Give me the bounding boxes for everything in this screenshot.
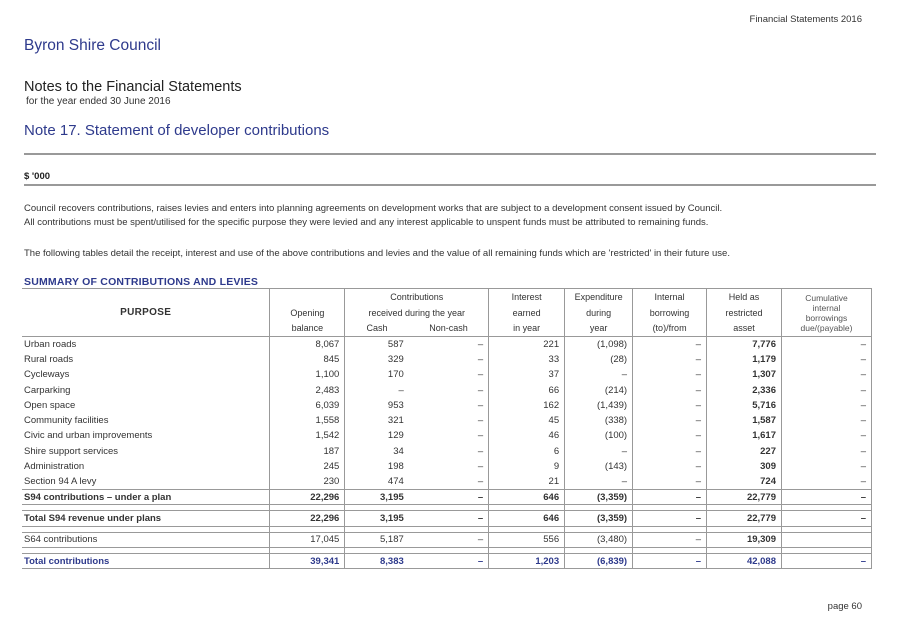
cell-cumulative: – (782, 428, 872, 443)
cell-interest: 221 (489, 337, 565, 352)
notes-subtitle: for the year ended 30 June 2016 (26, 96, 171, 107)
cell-held: 1,587 (707, 413, 782, 428)
cell-internal: – (633, 352, 707, 367)
cell-purpose: Total S94 revenue under plans (22, 511, 270, 526)
cell-purpose: Open space (24, 399, 76, 411)
cell-internal: – (633, 553, 707, 568)
cell-cumulative: – (782, 459, 872, 474)
cell-opening: 1,100 (270, 367, 345, 382)
s64-row (22, 532, 872, 547)
cell-interest: 66 (489, 382, 565, 397)
cell-purpose: S94 contributions – under a plan (22, 489, 270, 504)
cell-cumulative: – (782, 511, 872, 526)
cell-interest: 9 (489, 459, 565, 474)
total-s94-row (22, 511, 872, 526)
cell-cash: – (345, 382, 409, 397)
cell-cash: 321 (345, 413, 409, 428)
cell-internal: – (633, 489, 707, 504)
cell-expenditure: – (565, 367, 633, 382)
cell-cash: 170 (345, 367, 409, 382)
table-row (22, 382, 872, 397)
cell-interest: 21 (489, 474, 565, 489)
cumulative-header: Cumulative internal borrowings due/(payable) (782, 289, 872, 337)
cell-internal: – (633, 474, 707, 489)
cell-held: 2,336 (707, 382, 782, 397)
cell-expenditure: (28) (565, 352, 633, 367)
expenditure-header-1: Expenditure (565, 289, 633, 305)
cell-expenditure: (3,359) (565, 511, 633, 526)
running-header: Financial Statements 2016 (749, 14, 862, 25)
cell-opening: 245 (270, 459, 345, 474)
table-row (22, 367, 872, 382)
cell-opening: 1,542 (270, 428, 345, 443)
expenditure-header-2: during (565, 305, 633, 321)
table-row (22, 428, 872, 443)
table-row (22, 444, 872, 459)
cell-purpose: Urban roads (24, 338, 77, 350)
cell-held: 5,716 (707, 398, 782, 413)
cell-interest: 556 (489, 532, 565, 547)
cell-interest: 646 (489, 511, 565, 526)
cell-noncash: – (477, 430, 484, 442)
cell-expenditure: (6,839) (565, 553, 633, 568)
cell-expenditure: (143) (565, 459, 633, 474)
cell-interest: 6 (489, 444, 565, 459)
cash-header: Cash (345, 321, 409, 337)
cell-cash: 329 (345, 352, 409, 367)
opening-header-2: balance (270, 321, 345, 337)
purpose-header: PURPOSE (22, 289, 270, 337)
cell-noncash: – (477, 369, 484, 381)
cell-held: 724 (707, 474, 782, 489)
cell-purpose: Civic and urban improvements (24, 430, 153, 442)
cell-opening: 845 (270, 352, 345, 367)
table-row (22, 398, 872, 413)
cell-interest: 1,203 (489, 553, 565, 568)
cell-purpose: Cycleways (24, 369, 70, 381)
cell-cash: 587 (345, 337, 409, 352)
cell-noncash: – (477, 384, 484, 396)
internal-header-3: (to)/from (633, 321, 707, 337)
cell-noncash: – (409, 553, 489, 568)
divider (24, 153, 876, 155)
council-name: Byron Shire Council (24, 37, 161, 54)
cell-held: 7,776 (707, 337, 782, 352)
cell-opening: 22,296 (270, 489, 345, 504)
cell-cash: 34 (345, 444, 409, 459)
cell-cumulative: – (782, 489, 872, 504)
cell-cumulative: – (782, 382, 872, 397)
cell-noncash: – (477, 461, 484, 473)
cell-purpose: Administration (24, 461, 85, 473)
expenditure-header-3: year (565, 321, 633, 337)
interest-header-3: in year (489, 321, 565, 337)
cell-held: 22,779 (707, 511, 782, 526)
cell-interest: 646 (489, 489, 565, 504)
cell-held: 227 (707, 444, 782, 459)
cell-opening: 22,296 (270, 511, 345, 526)
cell-purpose: Rural roads (24, 353, 74, 365)
cell-cumulative (782, 532, 872, 547)
cell-expenditure: (3,359) (565, 489, 633, 504)
table-row (22, 352, 872, 367)
cell-internal: – (633, 382, 707, 397)
cell-noncash: – (477, 399, 484, 411)
noncash-header: Non-cash (409, 321, 489, 337)
cell-cumulative: – (782, 337, 872, 352)
cell-expenditure: (100) (565, 428, 633, 443)
paragraph-2: All contributions must be spent/utilised for the specific purpose they were levied and any interest applicable to unspent funds must be attributed to remaining funds. (24, 217, 709, 228)
cell-held: 1,307 (707, 367, 782, 382)
interest-header-2: earned (489, 305, 565, 321)
cell-internal: – (633, 337, 707, 352)
cell-cash: 474 (345, 474, 409, 489)
interest-header-1: Interest (489, 289, 565, 305)
cell-interest: 37 (489, 367, 565, 382)
cell-internal: – (633, 459, 707, 474)
cell-purpose: Total contributions (22, 553, 270, 568)
held-header-1: Held as (707, 289, 782, 305)
cell-opening: 2,483 (270, 382, 345, 397)
divider (24, 184, 876, 186)
cell-cash: 5,187 (345, 532, 409, 547)
cell-expenditure: – (565, 444, 633, 459)
cell-opening: 39,341 (270, 553, 345, 568)
subtotal-row (22, 489, 872, 504)
contributions-header-2: received during the year (345, 305, 489, 321)
cell-cash: 198 (345, 459, 409, 474)
opening-header-1: Opening (270, 305, 345, 321)
cell-noncash: – (409, 532, 489, 547)
cell-cash: 129 (345, 428, 409, 443)
cell-interest: 162 (489, 398, 565, 413)
internal-header-1: Internal (633, 289, 707, 305)
cell-interest: 33 (489, 352, 565, 367)
cell-held: 19,309 (707, 532, 782, 547)
contributions-header-1: Contributions (345, 289, 489, 305)
cell-expenditure: (1,439) (565, 398, 633, 413)
table-row (22, 337, 872, 352)
table-row (22, 413, 872, 428)
cell-noncash: – (409, 489, 489, 504)
cell-noncash: – (477, 476, 484, 488)
cell-expenditure: (1,098) (565, 337, 633, 352)
cell-noncash: – (477, 338, 484, 350)
cell-noncash: – (477, 445, 484, 457)
cell-cash: 3,195 (345, 511, 409, 526)
table-row (22, 474, 872, 489)
cell-held: 1,179 (707, 352, 782, 367)
paragraph-1: Council recovers contributions, raises levies and enters into planning agreements on development works that are subject to a development consent issued by Council. (24, 203, 723, 214)
cell-interest: 46 (489, 428, 565, 443)
cell-noncash: – (477, 353, 484, 365)
cell-cumulative: – (782, 398, 872, 413)
cell-internal: – (633, 367, 707, 382)
cell-expenditure: (214) (565, 382, 633, 397)
cell-purpose: S64 contributions (22, 532, 270, 547)
cell-expenditure: (338) (565, 413, 633, 428)
cell-interest: 45 (489, 413, 565, 428)
summary-heading: SUMMARY OF CONTRIBUTIONS AND LEVIES (24, 276, 259, 288)
cell-purpose: Carparking (24, 384, 71, 396)
cell-held: 22,779 (707, 489, 782, 504)
internal-header-2: borrowing (633, 305, 707, 321)
cell-noncash: – (409, 511, 489, 526)
cell-expenditure: – (565, 474, 633, 489)
cell-internal: – (633, 428, 707, 443)
cell-internal: – (633, 398, 707, 413)
cell-cumulative: – (782, 352, 872, 367)
cell-internal: – (633, 511, 707, 526)
cell-cash: 3,195 (345, 489, 409, 504)
cell-expenditure: (3,480) (565, 532, 633, 547)
cell-opening: 230 (270, 474, 345, 489)
cell-noncash: – (477, 415, 484, 427)
cell-purpose: Shire support services (24, 445, 118, 457)
cell-cumulative: – (782, 444, 872, 459)
cell-opening: 8,067 (270, 337, 345, 352)
cell-internal: – (633, 413, 707, 428)
cell-cash: 953 (345, 398, 409, 413)
contributions-table (22, 288, 872, 569)
paragraph-3: The following tables detail the receipt, interest and use of the above contributions and levies and the value of all remaining funds which are 'restricted' in their future use. (24, 248, 730, 259)
cell-opening: 6,039 (270, 398, 345, 413)
cell-held: 42,088 (707, 553, 782, 568)
cell-opening: 1,558 (270, 413, 345, 428)
unit-label: $ '000 (24, 171, 51, 182)
cell-purpose: Section 94 A levy (24, 476, 97, 488)
cell-cumulative: – (782, 367, 872, 382)
cell-internal: – (633, 532, 707, 547)
cell-held: 309 (707, 459, 782, 474)
total-row (22, 553, 872, 568)
notes-title: Notes to the Financial Statements (24, 79, 242, 95)
cell-cash: 8,383 (345, 553, 409, 568)
held-header-3: asset (707, 321, 782, 337)
held-header-2: restricted (707, 305, 782, 321)
note-heading: Note 17. Statement of developer contributions (24, 122, 330, 139)
cell-cumulative: – (782, 474, 872, 489)
table-row (22, 459, 872, 474)
page-number: page 60 (827, 601, 862, 612)
cell-cumulative: – (782, 413, 872, 428)
opening-header-blank (270, 289, 345, 305)
cell-purpose: Community facilities (24, 415, 109, 427)
cell-cumulative: – (782, 553, 872, 568)
cell-internal: – (633, 444, 707, 459)
cell-held: 1,617 (707, 428, 782, 443)
cell-opening: 187 (270, 444, 345, 459)
cell-opening: 17,045 (270, 532, 345, 547)
